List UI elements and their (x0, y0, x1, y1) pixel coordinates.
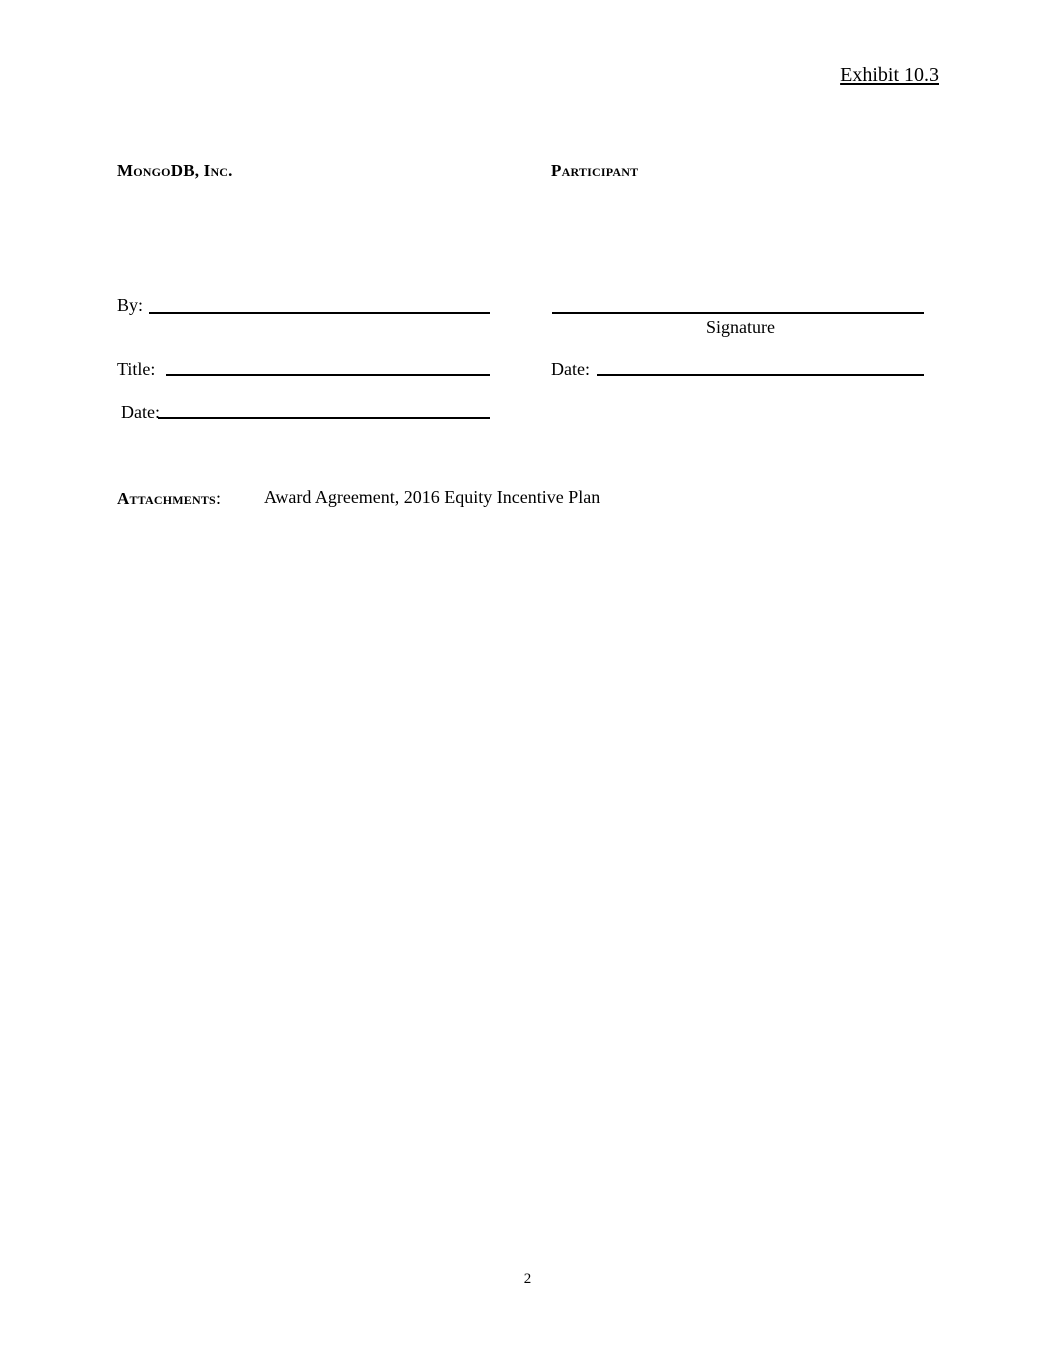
company-title-label: Title: (117, 359, 156, 379)
participant-signature-caption: Signature (706, 317, 775, 337)
attachments-colon: : (215, 488, 221, 508)
attachments-list: Award Agreement, 2016 Equity Incentive Plan (264, 487, 601, 507)
participant-heading: Participant (551, 161, 639, 180)
company-by-label: By: (117, 295, 144, 315)
participant-date-label: Date: (551, 359, 590, 379)
attachments-label: Attachments (117, 489, 216, 508)
participant-date-line[interactable] (597, 374, 924, 376)
company-date-label: Date: (121, 402, 160, 422)
attachments-heading (117, 487, 221, 509)
page-number: 2 (523, 1271, 532, 1287)
company-title-line[interactable] (166, 374, 490, 376)
company-date-line[interactable] (158, 417, 490, 419)
exhibit-number: Exhibit 10.3 (840, 64, 939, 86)
participant-signature-line[interactable] (552, 312, 924, 314)
company-heading: MongoDB, Inc. (117, 161, 233, 180)
company-by-signature-line[interactable] (149, 312, 490, 314)
